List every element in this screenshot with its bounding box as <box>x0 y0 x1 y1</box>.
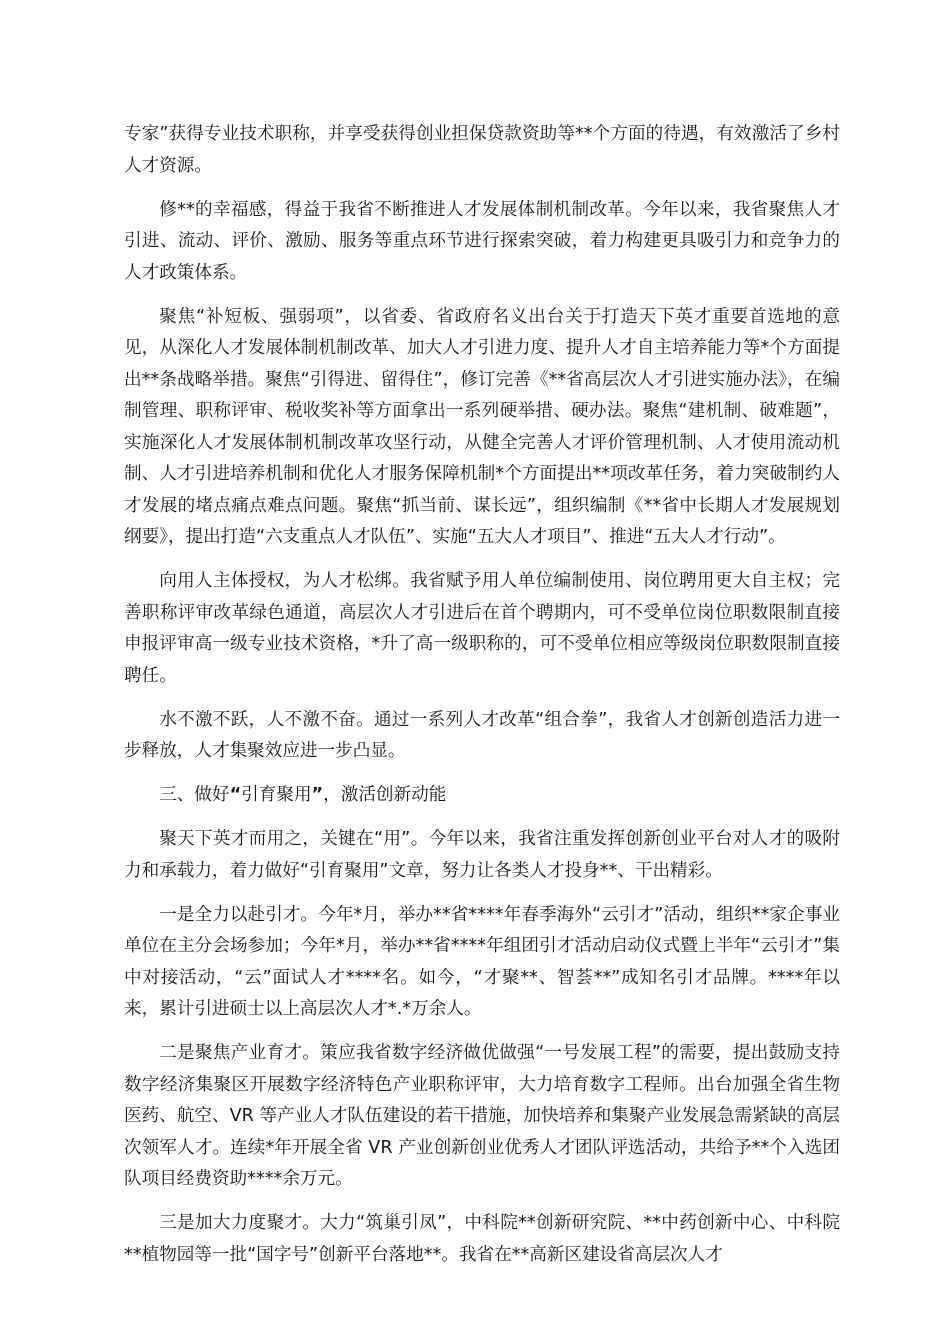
paragraph-8: 一是全力以赴引才。今年*月，举办**省****年春季海外“云引才”活动，组织**家企事业单位在主分会场参加；今年*月，举办**省****年组团引才活动启动仪式暨上半年“云引才”集中对接活动，“云”面试人才****名。如今，“才聚**、智荟**”成知名引才品牌。****年以来，累计引进硕士以上高层次人才*.*万余人。 <box>124 904 840 1019</box>
paragraph-4: 向用人主体授权，为人才松绑。我省赋予用人单位编制使用、岗位聘用更大自主权；完善职称评审改革绿色通道，高层次人才引进后在首个聘期内，可不受单位岗位职数限制直接申报评审高一级专业技术资格，*升了高一级职称的，可不受单位相应等级岗位职数限制直接聘任。 <box>124 571 840 686</box>
heading-prefix: 三、做好 <box>159 785 230 805</box>
paragraph-2: 修**的幸福感，得益于我省不断推进人才发展体制机制改革。今年以来，我省聚焦人才引进、流动、评价、激励、服务等重点环节进行探索突破，着力构建更具吸引力和竞争力的人才政策体系。 <box>124 199 840 283</box>
heading-quote-open: “ <box>229 785 242 805</box>
section-heading <box>124 780 840 812</box>
paragraph-10: 三是加大力度聚才。大力“筑巢引凤”，中科院**创新研究院、**中药创新中心、中科院**植物园等一批“国字号”创新平台落地**。我省在**高新区建设省高层次人才 <box>124 1213 840 1265</box>
paragraph-5: 水不激不跃，人不激不奋。通过一系列人才改革“组合拳”，我省人才创新创造活力进一步释放，人才集聚效应进一步凸显。 <box>124 709 840 761</box>
heading-suffix: ，激活创新动能 <box>323 785 447 805</box>
paragraph-7: 聚天下英才而用之，关键在“用”。今年以来，我省注重发挥创新创业平台对人才的吸附力和承载力，着力做好“引育聚用”文章，努力让各类人才投身**、干出精彩。 <box>124 829 840 881</box>
heading-keyword: 引育聚用 <box>241 785 312 805</box>
paragraph-9: 二是聚焦产业育才。策应我省数字经济做优做强“一号发展工程”的需要，提出鼓励支持数字经济集聚区开展数字经济特色产业职称评审，大力培育数字工程师。出台加强全省生物医药、航空、VR 等产业人才队伍建设的若干措施，加快培养和集聚产业发展急需紧缺的高层次领军人才。连续*年开展全省 VR 产业创新创业优秀人才团队评选活动，共给予**个入选团队项目经费资助****余万元。 <box>124 1043 841 1189</box>
paragraph-3: 聚焦“补短板、强弱项”，以省委、省政府名义出台关于打造天下英才重要首选地的意见，从深化人才发展体制机制改革、加大人才引进力度、提升人才自主培养能力等*个方面提出**条战略举措。聚焦“引得进、留得住”，修订完善《**省高层次人才引进实施办法》，在编制管理、职称评审、税收奖补等方面拿出一系列硬举措、硬办法。聚焦“建机制、破难题”，实施深化人才发展体制机制改革攻坚行动，从健全完善人才评价管理机制、人才使用流动机制、人才引进培养机制和优化人才服务保障机制*个方面提出**项改革任务，着力突破制约人才发展的堵点痛点难点问题。聚焦“抓当前、谋长远”，组织编制《**省中长期人才发展规划纲要》，提出打造“六支重点人才队伍”、实施“五大人才项目”、推进“五大人才行动”。 <box>124 306 840 547</box>
document-body <box>124 119 840 1284</box>
paragraph-1: 专家”获得专业技术职称，并享受获得创业担保贷款资助等**个方面的待遇，有效激活了乡村人才资源。 <box>124 124 840 176</box>
heading-quote-close: ” <box>311 785 324 805</box>
